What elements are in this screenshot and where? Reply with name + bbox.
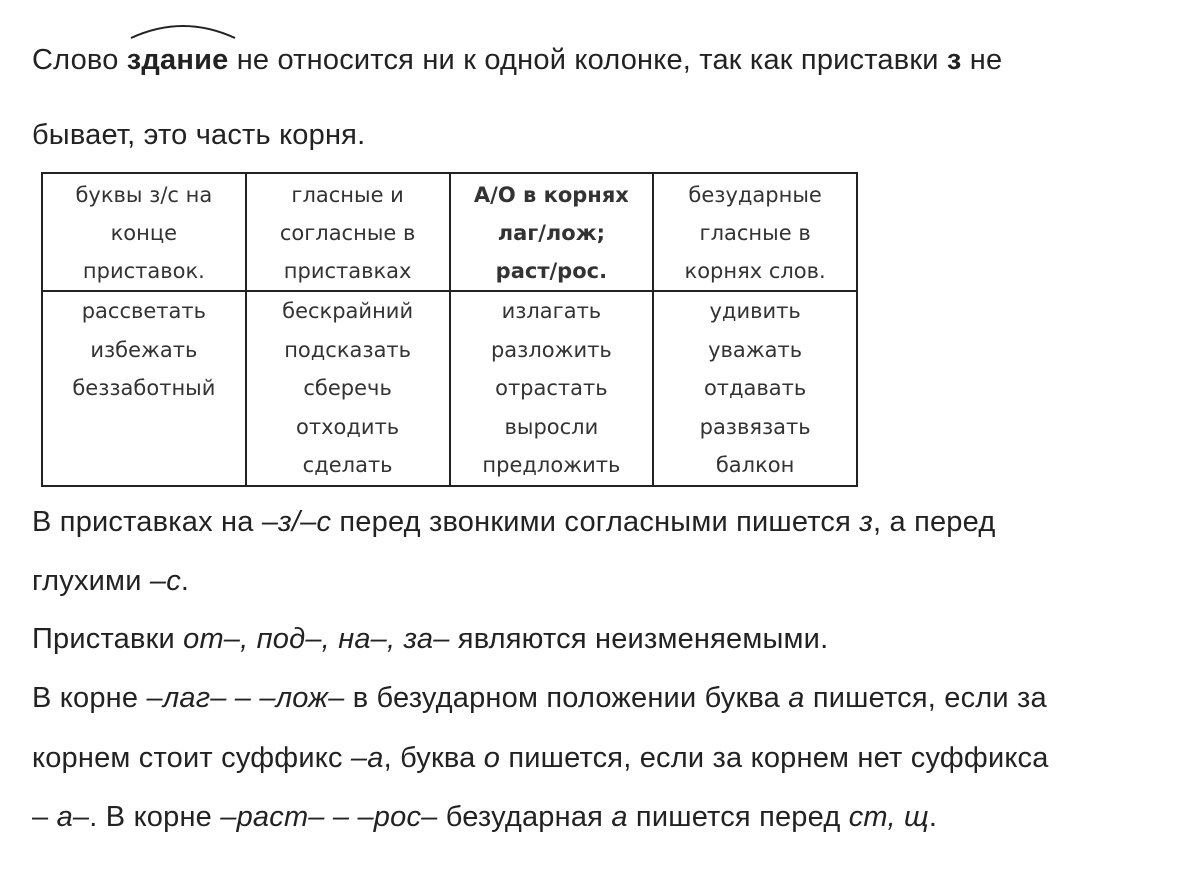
- root-word: здание: [127, 42, 229, 78]
- root-arc-icon: [129, 22, 237, 40]
- table-cell: рассветать избежать беззаботный: [42, 291, 246, 486]
- rule-1-line-2: глухими –с.: [32, 565, 190, 597]
- intro-line-2: бывает, это часть корня.: [32, 119, 366, 151]
- rule-3-line-3: – а–. В корне –раст– – –рос– безударная а пишется перед ст, щ.: [32, 801, 938, 833]
- spelling-table: [41, 172, 858, 487]
- rule-2: Приставки от–, под–, на–, за– являются неизменяемыми.: [32, 623, 829, 655]
- table-cell: излагать разложить отрастать выросли предложить: [450, 291, 654, 486]
- header-cell: буквы з/с на конце приставок.: [42, 173, 246, 291]
- header-cell: безударные гласные в корнях слов.: [653, 173, 857, 291]
- rule-3-line-2: корнем стоит суффикс –а, буква о пишется, если за корнем нет суффикса: [32, 742, 1049, 774]
- header-cell: гласные и согласные в приставках: [246, 173, 450, 291]
- rule-3-line-1: В корне –лаг– – –лож– в безударном положении буква а пишется, если за: [32, 682, 1047, 714]
- table-row: [42, 291, 857, 486]
- header-cell: А/О в корнях лаг/лож; раст/рос.: [450, 173, 654, 291]
- table-cell: удивить уважать отдавать развязать балкон: [653, 291, 857, 486]
- table-header-row: [42, 173, 857, 291]
- rule-1-line-1: В приставках на –з/–с перед звонкими согласными пишется з, а перед: [32, 506, 996, 538]
- intro-line-1: Слово здание не относится ни к одной колонке, так как приставки з не: [32, 42, 1002, 78]
- table-cell: бескрайний подсказать сберечь отходить сделать: [246, 291, 450, 486]
